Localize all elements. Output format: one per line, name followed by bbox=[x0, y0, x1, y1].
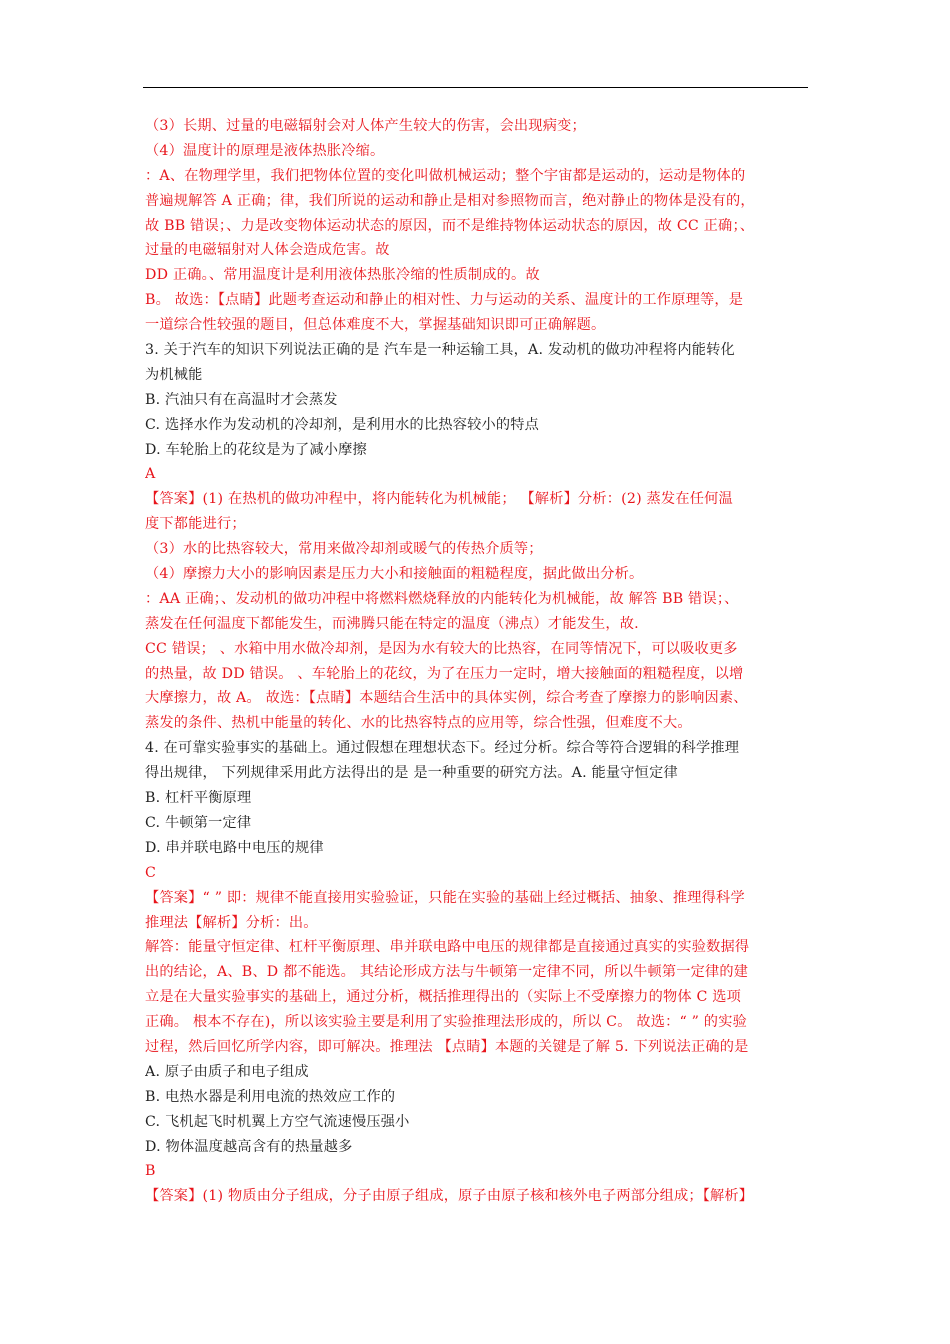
answer-text-line: C bbox=[145, 864, 157, 881]
answer-text-line: 普遍规解答 A 正确；律，我们所说的运动和静止是相对参照物而言，绝对静止的物体是没有的， bbox=[145, 192, 755, 209]
answer-text-line: 立是在大量实验事实的基础上，通过分析，概括推理得出的（实际上不受摩擦力的物体 C 选项 bbox=[145, 989, 741, 1006]
answer-text-line: 正确。 根本不存在)，所以该实验主要是利用了实验推理法形成的，所以 C。 故选：“ ” 的实验 bbox=[145, 1014, 747, 1031]
answer-text-line: CC 错误； 、水箱中用水做冷却剂，是因为水有较大的比热容，在同等情况下，可以吸收更多 bbox=[145, 640, 738, 657]
answer-text-line: （3）水的比热容较大，常用来做冷却剂或暖气的传热介质等； bbox=[145, 541, 543, 558]
question-text-line: D. 物体温度越高含有的热量越多 bbox=[145, 1138, 353, 1155]
header-rule bbox=[143, 87, 808, 88]
answer-text-line: 出的结论，A、B、D 都不能选。 其结论形成方法与牛顿第一定律不同，所以牛顿第一定律的建 bbox=[145, 964, 749, 981]
answer-text-line: （3）长期、过量的电磁辐射会对人体产生较大的伤害，会出现病变； bbox=[145, 118, 586, 134]
answer-text-line: 蒸发在任何温度下都能发生，而沸腾只能在特定的温度（沸点）才能发生，故. bbox=[145, 615, 639, 632]
document-body bbox=[145, 114, 810, 1209]
question-text-line: D. 串并联电路中电压的规律 bbox=[145, 839, 324, 856]
answer-text-line: 过程，然后回忆所学内容，即可解决。推理法 【点睛】本题的关键是了解 5. 下列说法正确的是 bbox=[145, 1038, 749, 1055]
question-text-line: C. 飞机起飞时机翼上方空气流速慢压强小 bbox=[145, 1113, 410, 1130]
question-text-line: C. 牛顿第一定律 bbox=[145, 814, 252, 831]
question-text-line: 4. 在可靠实验事实的基础上。通过假想在理想状态下。经过分析。综合等符合逻辑的科学推理 bbox=[145, 740, 740, 757]
answer-text-line: （4）温度计的原理是液体热胀冷缩。 bbox=[145, 142, 385, 159]
answer-text-line: 故 BB 错误；、力是改变物体运动状态的原因，而不是维持物体运动状态的原因，故 CC 正确；、 bbox=[145, 217, 755, 234]
answer-text-line: 过量的电磁辐射对人体会造成危害。故 bbox=[145, 242, 390, 259]
answer-text-line: DD 正确。、常用温度计是利用液体热胀冷缩的性质制成的。故 bbox=[145, 267, 540, 284]
answer-text-line: 的热量，故 DD 错误。 、车轮胎上的花纹，为了在压力一定时，增大接触面的粗糙程度，以增 bbox=[145, 665, 744, 682]
answer-text-line: 一道综合性较强的题目，但总体难度不大，掌握基础知识即可正确解题。 bbox=[145, 317, 606, 334]
answer-text-line: ：A、在物理学里，我们把物体位置的变化叫做机械运动；整个宇宙都是运动的，运动是物体的 bbox=[145, 167, 746, 184]
question-text-line: B. 杠杆平衡原理 bbox=[145, 790, 252, 807]
question-text-line: B. 电热水器是利用电流的热效应工作的 bbox=[145, 1088, 396, 1105]
answer-text-line: 蒸发的条件、热机中能量的转化、水的比热容特点的应用等，综合性强，但难度不大。 bbox=[145, 715, 692, 732]
answer-text-line: 推理法【解析】分析：出。 bbox=[145, 914, 318, 931]
answer-text-line: （4）摩擦力大小的影响因素是压力大小和接触面的粗糙程度，据此做出分析。 bbox=[145, 566, 644, 583]
question-text-line: C. 选择水作为发动机的冷却剂，是利用水的比热容较小的特点 bbox=[145, 416, 540, 433]
answer-text-line: A bbox=[145, 466, 156, 483]
question-text-line: 得出规律， 下列规律采用此方法得出的是 是一种重要的研究方法。A. 能量守恒定律 bbox=[145, 765, 678, 782]
question-text-line: 为机械能 bbox=[145, 366, 203, 383]
question-text-line: 3. 关于汽车的知识下列说法正确的是 汽车是一种运输工具，A. 发动机的做功冲程将内能转化 bbox=[145, 342, 735, 359]
answer-text-line: 度下都能进行； bbox=[145, 516, 246, 533]
answer-text-line: B。 故选：【点睛】此题考查运动和静止的相对性、力与运动的关系、温度计的工作原理等，是 bbox=[145, 292, 744, 309]
question-text-line: B. 汽油只有在高温时才会蒸发 bbox=[145, 391, 338, 408]
answer-text-line: 【答案】(1) 在热机的做功冲程中，将内能转化为机械能； 【解析】分析：(2) 蒸发在任何温 bbox=[145, 491, 733, 508]
answer-text-line: ：AA 正确；、发动机的做功冲程中将燃料燃烧释放的内能转化为机械能，故 解答 BB 错误；、 bbox=[145, 590, 739, 607]
question-text-line: D. 车轮胎上的花纹是为了减小摩擦 bbox=[145, 441, 367, 458]
answer-text-line: 解答：能量守恒定律、杠杆平衡原理、串并联电路中电压的规律都是直接通过真实的实验数据得 bbox=[145, 939, 750, 956]
answer-text-line: 【答案】“ ” 即：规律不能直接用实验验证，只能在实验的基础上经过概括、抽象、推理得科学 bbox=[145, 889, 745, 906]
answer-text-line: 【答案】(1) 物质由分子组成，分子由原子组成，原子由原子核和核外电子两部分组成；【解析】 bbox=[145, 1188, 754, 1205]
answer-text-line: B bbox=[145, 1163, 156, 1180]
answer-text-line: 大摩擦力，故 A。 故选：【点睛】本题结合生活中的具体实例，综合考查了摩擦力的影响因素、 bbox=[145, 690, 748, 707]
question-text-line: A. 原子由质子和电子组成 bbox=[145, 1063, 309, 1080]
